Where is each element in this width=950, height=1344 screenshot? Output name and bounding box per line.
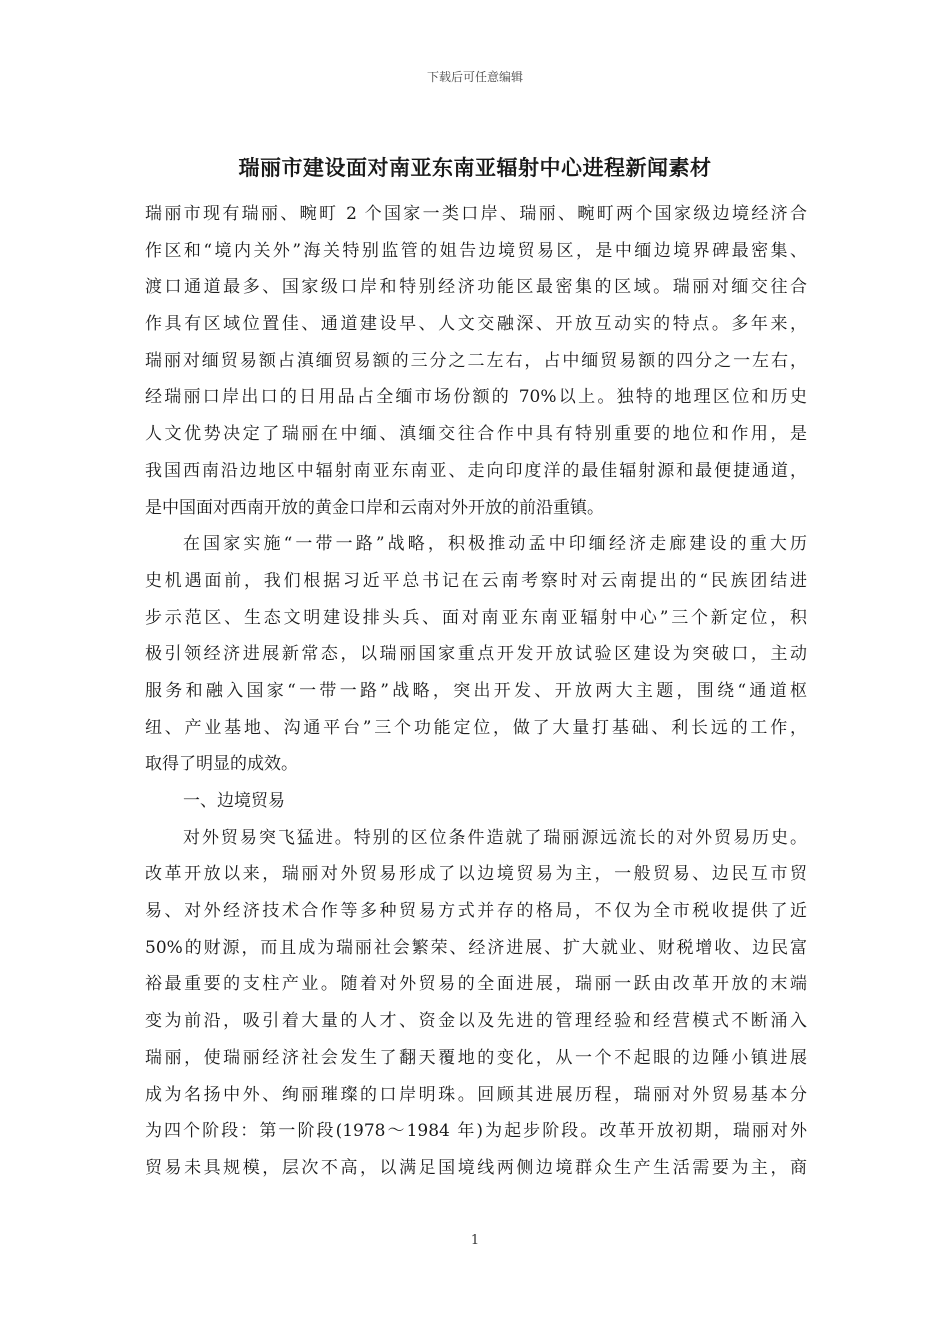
text-line: 易、对外经济技术合作等多种贸易方式并存的格局，不仅为全市税收提供了近 [145,901,807,922]
text-line: 成为名扬中外、绚丽璀璨的口岸明珠。回顾其进展历程，瑞丽对外贸易基本分 [145,1084,807,1105]
paragraph-trade [145,820,807,1187]
text-line: 纽、产业基地、沟通平台”三个功能定位，做了大量打基础、利长远的工作， [145,717,807,738]
text-line: 渡口通道最多、国家级口岸和特别经济功能区最密集的区域。瑞丽对缅交往合 [145,277,807,298]
page-number: 1 [470,1233,480,1248]
document-body [145,196,807,1187]
text-line: 瑞丽，使瑞丽经济社会发生了翻天覆地的变化，从一个不起眼的边陲小镇进展 [145,1047,807,1068]
text-line: 取得了明显的成效。 [145,754,298,775]
text-line: 对外贸易突飞猛进。特别的区位条件造就了瑞丽源远流长的对外贸易历史。 [183,827,807,848]
text-line: 极引领经济进展新常态，以瑞丽国家重点开发开放试验区建设为突破口，主动 [145,644,807,665]
text-line: 步示范区、生态文明建设排头兵、面对南亚东南亚辐射中心”三个新定位，积 [145,607,807,628]
text-line: 作区和“境内关外”海关特别监管的姐告边境贸易区，是中缅边境界碑最密集、 [145,240,807,261]
text-line: 作具有区域位置佳、通道建设早、人文交融深、开放互动实的特点。多年来， [145,314,807,335]
text-line: 瑞丽对缅贸易额占滇缅贸易额的三分之二左右，占中缅贸易额的四分之一左右， [145,350,807,371]
text-line: 在国家实施“一带一路”战略，积极推动孟中印缅经济走廊建设的重大历 [183,534,807,555]
text-line: 经瑞丽口岸出口的日用品占全缅市场份额的 70%以上。独特的地理区位和历史 [145,387,807,408]
text-line: 为四个阶段：第一阶段(1978～1984 年)为起步阶段。改革开放初期，瑞丽对外 [145,1121,807,1142]
text-line: 变为前沿，吸引着大量的人才、资金以及先进的管理经验和经营模式不断涌入 [145,1011,807,1032]
page-title: 瑞丽市建设面对南亚东南亚辐射中心进程新闻素材 [238,155,712,180]
text-line: 瑞丽市现有瑞丽、畹町 2 个国家一类口岸、瑞丽、畹町两个国家级边境经济合 [145,204,807,224]
text-line: 史机遇面前，我们根据习近平总书记在云南考察时对云南提出的“民族团结进 [145,570,807,591]
page-header-note: 下载后可任意编辑 [426,70,523,84]
text-line: 服务和融入国家“一带一路”战略，突出开发、开放两大主题，围绕“通道枢 [145,680,807,701]
section-heading-text: 一、边境贸易 [183,791,285,811]
paragraph-intro [145,196,807,526]
section-heading [145,783,807,820]
text-line: 裕最重要的支柱产业。随着对外贸易的全面进展，瑞丽一跃由改革开放的末端 [145,974,807,995]
paragraph-strategy [145,526,807,783]
text-line: 改革开放以来，瑞丽对外贸易形成了以边境贸易为主，一般贸易、边民互市贸 [145,864,807,885]
text-line: 人文优势决定了瑞丽在中缅、滇缅交往合作中具有特别重要的地位和作用，是 [145,424,807,445]
text-line: 贸易未具规模，层次不高，以满足国境线两侧边境群众生产生活需要为主，商 [145,1157,807,1178]
text-line: 50%的财源，而且成为瑞丽社会繁荣、经济进展、扩大就业、财税增收、边民富 [145,937,807,958]
text-line: 是中国面对西南开放的黄金口岸和云南对外开放的前沿重镇。 [145,497,604,518]
text-line: 我国西南沿边地区中辐射南亚东南亚、走向印度洋的最佳辐射源和最便捷通道， [145,460,807,481]
